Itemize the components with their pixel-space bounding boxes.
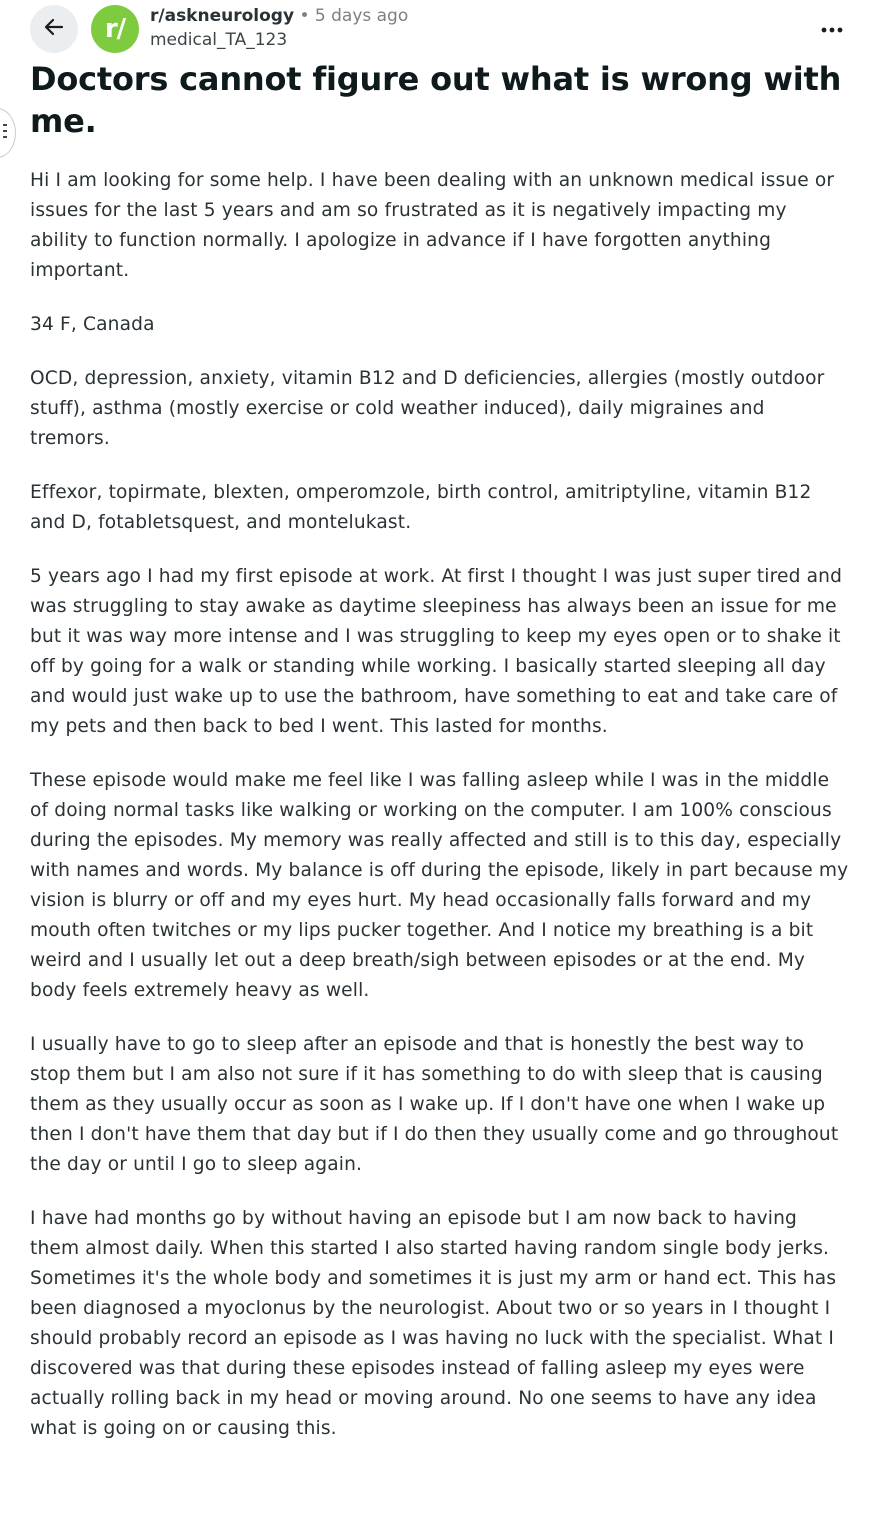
author-username[interactable]: medical_TA_123 [150, 30, 288, 50]
post-paragraph: I usually have to go to sleep after an episode and that is honestly the best way to stop them but I am also not sure if it has something to do with sleep that is causing them as they usually occur as soon as I wake up. If I don't have one when I wake up then I don't have them that day but if I do then they usually come and go throughout the day or until I go to sleep again. [30, 1034, 839, 1175]
post-body [30, 166, 850, 1468]
post-paragraph: 5 years ago I had my first episode at work. At first I thought I was just super tired and was struggling to stay awake as daytime sleepiness has always been an issue for me but it was way more intense and I was struggling to keep my eyes open or to shake it off by going for a walk or standing while working. I basically started sleeping all day and would just wake up to use the bathroom, have something to eat and take care of my pets and then back to bed I went. This lasted for months. [30, 566, 843, 737]
post-title: Doctors cannot figure out what is wrong with me. [30, 60, 842, 140]
subreddit-name[interactable]: r/askneurology [150, 6, 295, 26]
post-time: 5 days ago [314, 6, 409, 26]
post-paragraph: These episode would make me feel like I was falling asleep while I was in the middle of doing normal tasks like walking or working on the computer. I am 100% conscious during the episodes. My memory was really affected and still is to this day, especially with names and words. My balance is off during the episode, likely in part because my vision is blurry or off and my eyes hurt. My head occasionally falls forward and my mouth often twitches or my lips pucker together. And I notice my breathing is a bit weird and I usually let out a deep breath/sigh between episodes or at the end. My body feels extremely heavy as well. [30, 770, 849, 1001]
drag-handle-icon [3, 122, 9, 144]
post-paragraph: 34 F, Canada [30, 314, 155, 335]
back-button[interactable] [30, 5, 78, 53]
meta-separator: • [299, 6, 310, 26]
post-paragraph: Effexor, topirmate, blexten, omperomzole, birth control, amitriptyline, vitamin B12 and D, fotabletsquest, and montelukast. [30, 482, 812, 533]
subreddit-avatar[interactable] [91, 5, 139, 53]
post-paragraph: Hi I am looking for some help. I have been dealing with an unknown medical issue or issues for the last 5 years and am so frustrated as it is negatively impacting my ability to function normally. I apologize in advance if I have forgotten anything important. [30, 170, 835, 281]
more-horizontal-icon [820, 19, 844, 38]
post-header [0, 0, 872, 60]
post-paragraph: I have had months go by without having an episode but I am now back to having them almost daily. When this started I also started having random single body jerks. Sometimes it's the whole body and sometimes it is just my arm or hand ect. This has been diagnosed a myoclonus by the neurologist. About two or so years in I thought I should probably record an episode as I was having no luck with the specialist. What I discovered was that during these episodes instead of falling asleep my eyes were actually rolling back in my head or moving around. No one seems to have any idea what is going on or causing this. [30, 1208, 837, 1439]
arrow-left-icon [42, 15, 66, 43]
post-paragraph: OCD, depression, anxiety, vitamin B12 and D deficiencies, allergies (mostly outdoor stuff), asthma (mostly exercise or cold weather induced), daily migraines and tremors. [30, 368, 825, 449]
subreddit-avatar-text: r/ [104, 14, 126, 44]
post-meta [150, 5, 408, 51]
side-drawer-handle[interactable] [0, 108, 16, 158]
more-options-button[interactable] [812, 10, 852, 46]
